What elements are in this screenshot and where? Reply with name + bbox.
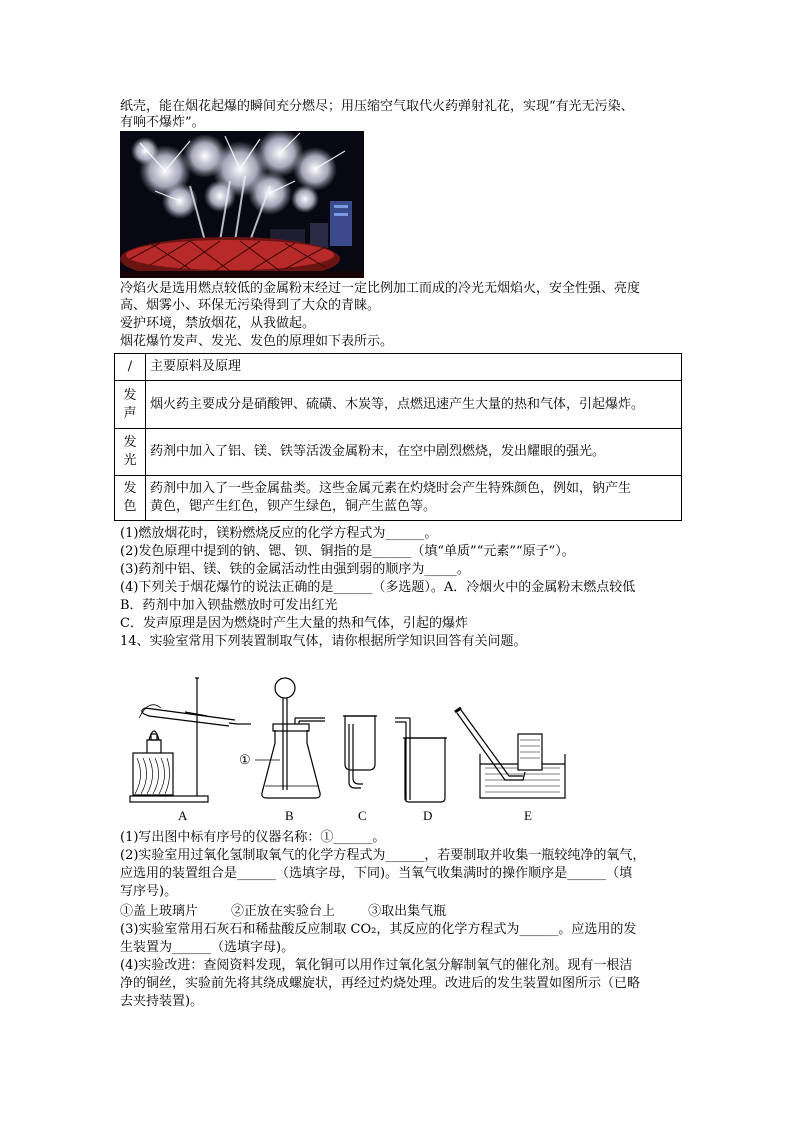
para2-line-1: 冷焰火是选用燃点较低的金属粉末经过一定比例加工而成的冷光无烟焰火，安全性强、亮度 <box>120 281 641 296</box>
table-row <box>115 381 682 429</box>
apparatus-c <box>343 716 377 788</box>
label-a: A <box>178 808 188 823</box>
row-label <box>115 476 146 521</box>
fireworks-photo <box>120 131 364 278</box>
apparatus-b <box>255 678 325 798</box>
marker-1: ① <box>239 753 251 768</box>
q14-item: 生装置为______（选填字母)。 <box>120 940 295 955</box>
row-label-part: 发 <box>123 387 137 403</box>
q14-title: 14、实验室常用下列装置制取气体，请你根据所学知识回答有关问题。 <box>120 634 527 649</box>
label-c: C <box>358 808 367 823</box>
label-d: D <box>423 808 433 823</box>
row-label <box>115 381 146 429</box>
apparatus-a <box>130 678 251 802</box>
q13-item: (4)下列关于烟花爆竹的说法正确的是______（多选题）。A．冷烟火中的金属粉末燃点较低 <box>120 580 636 595</box>
label-e: E <box>524 808 532 823</box>
row-label <box>115 429 146 476</box>
apparatus-d <box>395 718 447 802</box>
para4: 烟花爆竹发声、发光、发色的原理如下表所示。 <box>120 334 394 349</box>
q14-item: (3)实验室常用石灰石和稀盐酸反应制取 CO₂，其反应的化学方程式为______。应选用的发 <box>120 922 637 937</box>
row-label-part: 发 <box>123 481 137 496</box>
row-label-part: 声 <box>123 405 137 421</box>
q13-item: C．发声原理是因为燃烧时产生大量的热和气体，引起的爆炸 <box>120 616 468 631</box>
para3: 爱护环境，禁放烟花，从我做起。 <box>120 316 316 331</box>
q14-options: ①盖上玻璃片 ②正放在实验台上 ③取出集气瓶 <box>120 904 447 919</box>
intro-line-1: 纸壳，能在烟花起爆的瞬间充分燃尽；用压缩空气取代火药弹射礼花，实现“有光无污染、 <box>120 99 634 114</box>
q13-item: B．药剂中加入钡盐燃放时可发出红光 <box>120 598 338 613</box>
row-text-line: 烟火药主要成分是硝酸钾、硫磺、木炭等，点燃迅速产生大量的热和气体，引起爆炸。 <box>150 396 645 412</box>
row-text <box>146 381 682 429</box>
q13-item: (3)药剂中铝、镁、铁的金属活动性由强到弱的顺序为_____。 <box>120 562 470 577</box>
table-header-title: 主要原料及原理 <box>146 354 682 381</box>
principle-table <box>114 353 682 521</box>
q14-item: 去夹持装置)。 <box>120 994 204 1009</box>
table-row <box>115 476 682 521</box>
apparatus-e <box>455 708 565 798</box>
q14-item: 写序号)。 <box>120 884 178 899</box>
row-text-line: 药剂中加入了一些金属盐类。这些金属元素在灼烧时会产生特殊颜色，例如，钠产生 <box>150 481 632 496</box>
q14-item: 净的铜丝，实验前先将其绕成螺旋状，再经过灼烧处理。改进后的发生装置如图所示（已略 <box>120 976 641 991</box>
row-text-line: 药剂中加入了铝、镁、铁等活泼金属粉末，在空中剧烈燃烧，发出耀眼的强光。 <box>150 444 606 459</box>
label-b: B <box>285 808 294 823</box>
row-label-part: 发 <box>123 435 137 450</box>
q14-item: (4)实验改进：查阅资料发现，氧化铜可以用作过氧化氢分解制氧气的催化剂。现有一根洁 <box>120 958 633 973</box>
table-header-row <box>115 354 682 381</box>
lab-apparatus-diagram <box>125 668 585 808</box>
row-text <box>146 476 682 521</box>
intro-line-2: 有响不爆炸”。 <box>120 115 205 130</box>
para2-line-2: 高、烟雾小、环保无污染得到了大众的青睐。 <box>120 298 381 313</box>
row-label-part: 色 <box>123 499 137 514</box>
row-text <box>146 429 682 476</box>
q13-item: (1)燃放烟花时，镁粉燃烧反应的化学方程式为______。 <box>120 526 438 541</box>
q14-item: 应选用的装置组合是______（选填字母，下同)。当氧气收集满时的操作顺序是______（填 <box>120 866 633 881</box>
q13-item: (2)发色原理中提到的钠、锶、钡、铜指的是______（填“单质”“元素”“原子”）。 <box>120 544 575 559</box>
table-row <box>115 429 682 476</box>
row-text-line: 黄色，锶产生红色，钡产生绿色，铜产生蓝色等。 <box>150 499 437 514</box>
q14-item: (1)写出图中标有序号的仪器名称：①______。 <box>120 830 386 845</box>
table-header-corner: / <box>115 354 146 381</box>
q14-item: (2)实验室用过氧化氢制取氧气的化学方程式为______，若要制取并收集一瓶较纯净的氧气， <box>120 848 646 863</box>
row-label-part: 光 <box>123 453 137 468</box>
